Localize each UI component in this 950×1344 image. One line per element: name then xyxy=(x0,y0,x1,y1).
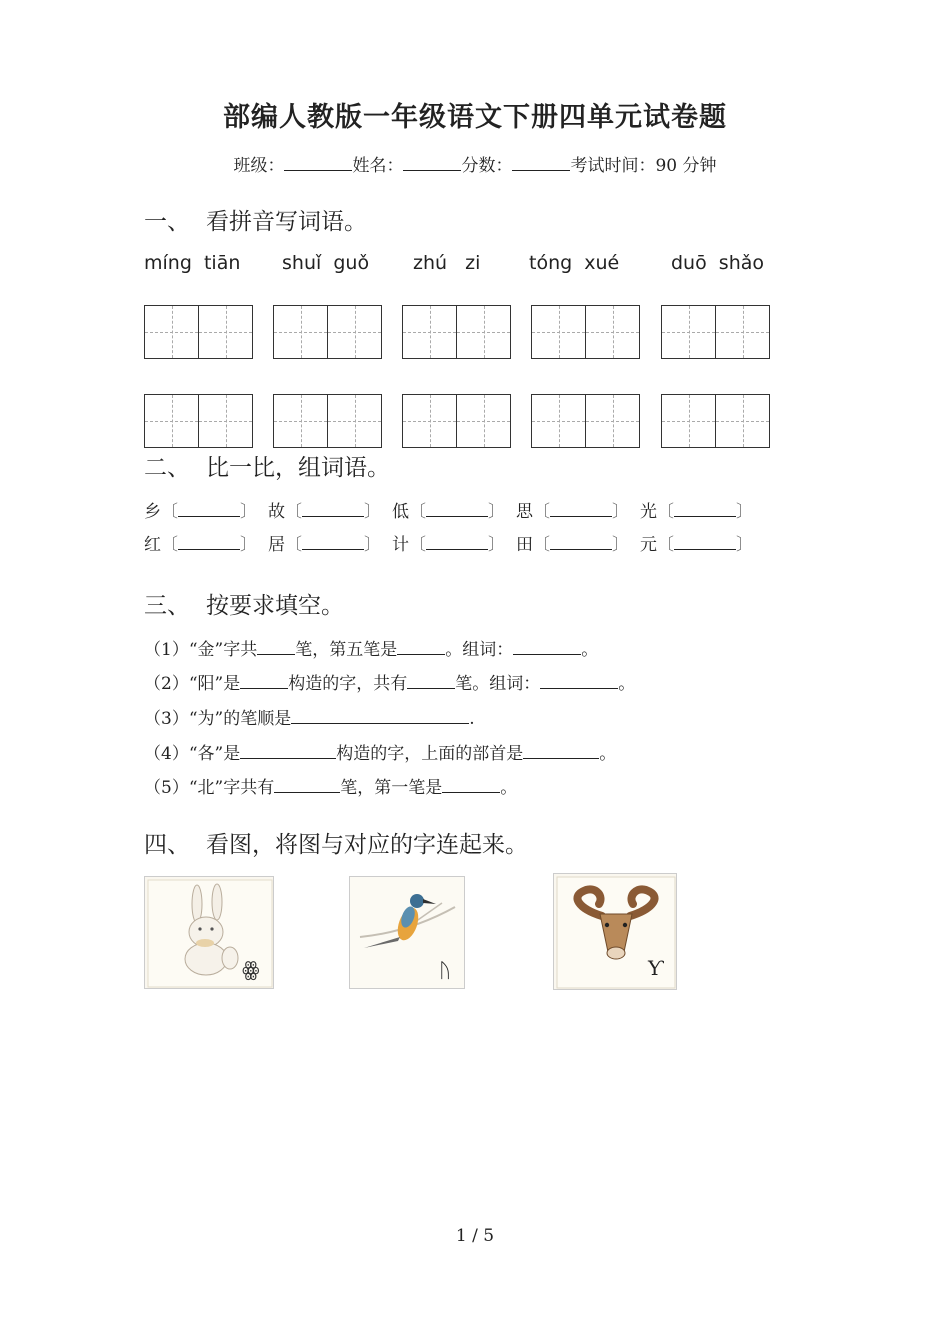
pinyin-4: tóng xué xyxy=(529,252,620,274)
pinyin-1: míng tiān xyxy=(144,252,241,274)
compare-blank[interactable] xyxy=(426,500,488,517)
score-label: 分数： xyxy=(461,156,513,176)
section-4-heading xyxy=(144,826,528,859)
writing-grid[interactable] xyxy=(273,305,382,359)
compare-char: 元 xyxy=(640,535,657,555)
answer-blank[interactable] xyxy=(291,707,469,724)
goat-icon xyxy=(554,874,677,990)
compare-blank[interactable] xyxy=(550,533,612,550)
pinyin-3: zhú zi xyxy=(413,252,481,274)
section-2-number: 二、 xyxy=(144,455,190,481)
class-label: 班级： xyxy=(233,156,285,176)
compare-char: 居 xyxy=(268,535,285,555)
writing-grid[interactable] xyxy=(661,305,770,359)
exam-meta xyxy=(0,151,950,176)
score-blank[interactable] xyxy=(512,154,570,171)
section-1-heading xyxy=(144,203,367,236)
time-label: 考试时间：90 分钟 xyxy=(570,156,717,176)
answer-blank[interactable] xyxy=(540,672,618,689)
writing-grid[interactable] xyxy=(661,394,770,448)
page-title: 部编人教版一年级语文下册四单元试卷题 xyxy=(223,102,727,133)
question-2: （2）“阳”是 构造的字，共有 笔。组词： 。 xyxy=(144,674,636,694)
rabbit-icon xyxy=(145,877,274,989)
writing-grid[interactable] xyxy=(402,305,511,359)
section-3-number: 三、 xyxy=(144,593,190,619)
writing-grid[interactable] xyxy=(402,394,511,448)
section-4-number: 四、 xyxy=(144,832,190,858)
compare-char: 计 xyxy=(392,535,409,555)
question-4: （4）“各”是 构造的字，上面的部首是 。 xyxy=(144,744,617,764)
writing-grid[interactable] xyxy=(273,394,382,448)
answer-blank[interactable] xyxy=(442,776,500,793)
compare-char: 故 xyxy=(268,502,285,522)
svg-text:ᚢ: ᚢ xyxy=(439,958,451,982)
compare-row-1: 乡〔 〕 故〔 〕 低〔 〕 思〔 〕 光〔 〕 xyxy=(144,502,753,522)
rabbit-picture[interactable] xyxy=(144,876,274,989)
svg-text:ꙮ: ꙮ xyxy=(242,957,260,981)
svg-text:Ƴ: Ƴ xyxy=(648,956,663,980)
compare-char: 乡 xyxy=(144,502,161,522)
compare-char: 田 xyxy=(516,535,533,555)
pinyin-5: duō shǎo xyxy=(671,252,765,274)
compare-blank[interactable] xyxy=(178,533,240,550)
compare-blank[interactable] xyxy=(178,500,240,517)
pinyin-2: shuǐ guǒ xyxy=(282,252,370,274)
goat-picture[interactable] xyxy=(553,873,677,990)
question-1: （1）“金”字共 笔，第五笔是 。组词： 。 xyxy=(144,640,599,660)
question-3: （3）“为”的笔顺是 . xyxy=(144,709,475,729)
answer-blank[interactable] xyxy=(274,776,340,793)
bird-picture[interactable] xyxy=(349,876,465,989)
compare-blank[interactable] xyxy=(674,500,736,517)
compare-blank[interactable] xyxy=(302,500,364,517)
bird-icon xyxy=(350,877,465,989)
answer-blank[interactable] xyxy=(513,638,581,655)
question-5: （5）“北”字共有 笔，第一笔是 。 xyxy=(144,778,518,798)
answer-blank[interactable] xyxy=(397,638,445,655)
compare-blank[interactable] xyxy=(426,533,488,550)
section-2-title: 比一比，组词语。 xyxy=(206,455,390,481)
name-label: 姓名： xyxy=(352,156,404,176)
writing-grid[interactable] xyxy=(144,305,253,359)
answer-blank[interactable] xyxy=(257,638,295,655)
class-blank[interactable] xyxy=(284,154,352,171)
compare-char: 低 xyxy=(392,502,409,522)
page-number: 1 / 5 xyxy=(455,1226,495,1246)
writing-grid[interactable] xyxy=(144,394,253,448)
compare-blank[interactable] xyxy=(550,500,612,517)
compare-char: 光 xyxy=(640,502,657,522)
section-2-heading xyxy=(144,449,390,482)
answer-blank[interactable] xyxy=(240,742,336,759)
section-3-title: 按要求填空。 xyxy=(206,593,344,619)
compare-char: 思 xyxy=(516,502,533,522)
compare-char: 红 xyxy=(144,535,161,555)
writing-grid[interactable] xyxy=(531,394,640,448)
answer-blank[interactable] xyxy=(407,672,455,689)
section-4-title: 看图，将图与对应的字连起来。 xyxy=(206,832,528,858)
compare-blank[interactable] xyxy=(674,533,736,550)
compare-blank[interactable] xyxy=(302,533,364,550)
section-1-title: 看拼音写词语。 xyxy=(206,209,367,235)
answer-blank[interactable] xyxy=(523,742,599,759)
answer-blank[interactable] xyxy=(240,672,288,689)
writing-grid[interactable] xyxy=(531,305,640,359)
section-1-number: 一、 xyxy=(144,209,190,235)
section-3-heading xyxy=(144,587,344,620)
name-blank[interactable] xyxy=(403,154,461,171)
compare-row-2: 红〔 〕 居〔 〕 计〔 〕 田〔 〕 元〔 〕 xyxy=(144,535,753,555)
